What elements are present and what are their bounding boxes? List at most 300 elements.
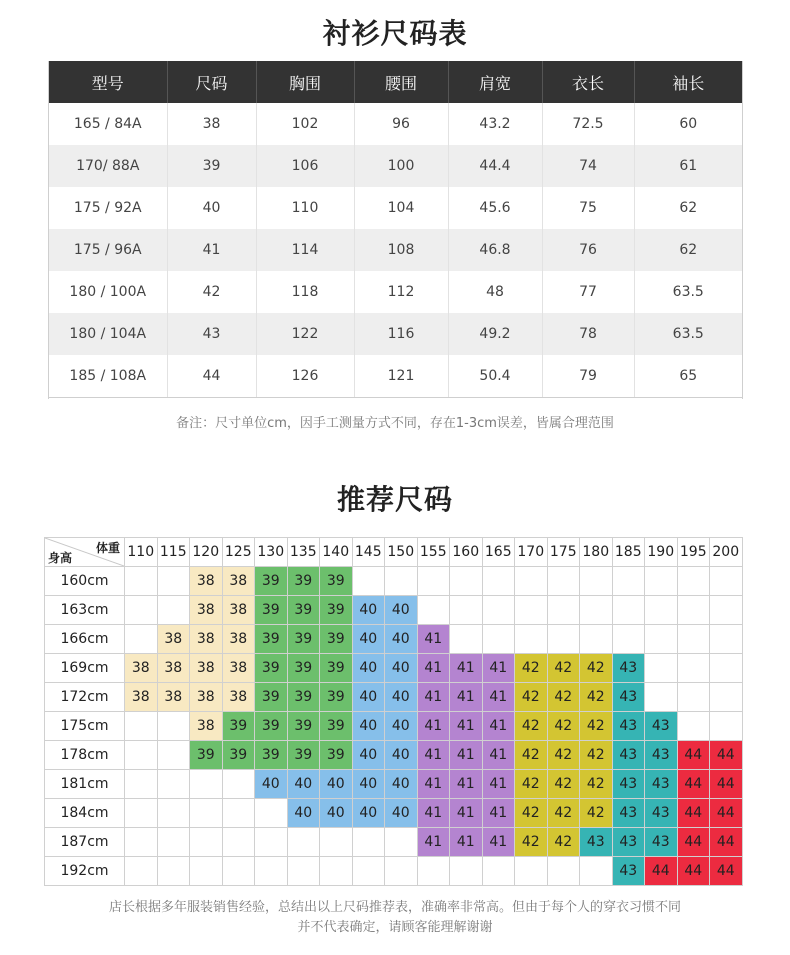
size-recommend-cell: 39 <box>255 567 288 596</box>
size-recommend-cell: 38 <box>157 654 190 683</box>
size-recommend-cell <box>482 596 515 625</box>
size-recommend-cell: 43 <box>612 828 645 857</box>
weight-header-cell: 200 <box>710 538 743 567</box>
size-recommend-cell: 38 <box>190 712 223 741</box>
size-recommend-cell <box>580 857 613 886</box>
size-recommend-cell: 41 <box>417 625 450 654</box>
size-recommend-cell <box>385 857 418 886</box>
size-recommend-cell: 44 <box>677 799 710 828</box>
height-row <box>45 596 743 625</box>
weight-header-cell: 150 <box>385 538 418 567</box>
size-recommend-cell: 42 <box>547 683 580 712</box>
recommend-note-line2: 并不代表确定，请顾客能理解谢谢 <box>297 920 493 935</box>
height-label-cell: 169cm <box>45 654 125 683</box>
size-recommend-cell: 43 <box>612 770 645 799</box>
height-label-cell: 163cm <box>45 596 125 625</box>
size-recommend-cell: 39 <box>287 654 320 683</box>
size-recommend-cell: 41 <box>417 683 450 712</box>
size-recommend-cell: 40 <box>352 625 385 654</box>
size-recommend-cell: 41 <box>450 799 483 828</box>
size-recommend-cell: 40 <box>352 712 385 741</box>
height-row <box>45 567 743 596</box>
weight-header-cell: 165 <box>482 538 515 567</box>
size-table-cell: 79 <box>542 355 634 398</box>
size-recommend-cell <box>515 567 548 596</box>
size-recommend-cell: 39 <box>287 596 320 625</box>
size-recommend-cell: 40 <box>352 799 385 828</box>
size-recommend-cell: 38 <box>222 596 255 625</box>
size-chart-title: 衬衫尺码表 <box>322 17 468 50</box>
height-label-cell: 192cm <box>45 857 125 886</box>
size-table-cell: 62 <box>634 229 742 271</box>
size-table-row <box>49 271 742 313</box>
size-recommend-cell: 41 <box>482 828 515 857</box>
size-recommend-cell: 41 <box>450 712 483 741</box>
size-recommend-cell: 42 <box>547 712 580 741</box>
weight-header-cell: 145 <box>352 538 385 567</box>
size-table-cell: 76 <box>542 229 634 271</box>
height-row <box>45 799 743 828</box>
weight-header-cell: 110 <box>125 538 158 567</box>
size-recommend-cell: 43 <box>612 683 645 712</box>
size-recommend-cell: 40 <box>385 625 418 654</box>
size-table-row <box>49 145 742 187</box>
size-recommend-cell <box>190 770 223 799</box>
size-recommend-cell <box>677 712 710 741</box>
size-recommend-cell: 41 <box>417 712 450 741</box>
size-recommend-cell: 39 <box>190 741 223 770</box>
size-recommend-cell: 41 <box>482 799 515 828</box>
height-label-cell: 166cm <box>45 625 125 654</box>
size-recommend-cell: 39 <box>255 741 288 770</box>
height-row <box>45 654 743 683</box>
size-recommend-cell <box>125 828 158 857</box>
size-table-cell: 65 <box>634 355 742 398</box>
size-recommend-cell <box>125 770 158 799</box>
size-recommend-cell <box>482 857 515 886</box>
size-table-cell: 74 <box>542 145 634 187</box>
size-recommend-cell <box>190 857 223 886</box>
size-header-cell: 袖长 <box>634 61 742 103</box>
size-table-cell: 170/ 88A <box>49 145 167 187</box>
size-recommend-cell: 39 <box>320 625 353 654</box>
size-recommend-cell: 38 <box>190 596 223 625</box>
weight-header-cell: 185 <box>612 538 645 567</box>
size-recommend-cell: 44 <box>710 741 743 770</box>
size-recommend-cell <box>125 567 158 596</box>
weight-header-cell: 135 <box>287 538 320 567</box>
size-recommend-cell: 42 <box>515 654 548 683</box>
size-recommend-cell: 44 <box>677 828 710 857</box>
size-recommend-cell <box>645 654 678 683</box>
height-label-cell: 181cm <box>45 770 125 799</box>
size-recommend-cell: 41 <box>450 770 483 799</box>
size-recommend-cell <box>515 625 548 654</box>
size-table-cell: 39 <box>167 145 256 187</box>
size-recommend-cell <box>125 857 158 886</box>
size-table-cell: 116 <box>354 313 448 355</box>
weight-header-cell: 125 <box>222 538 255 567</box>
size-recommend-cell: 43 <box>580 828 613 857</box>
size-recommend-cell: 41 <box>417 828 450 857</box>
size-recommend-cell <box>125 596 158 625</box>
size-chart-table <box>49 61 742 398</box>
size-recommend-cell <box>547 567 580 596</box>
size-recommend-cell <box>482 567 515 596</box>
size-recommend-cell <box>385 828 418 857</box>
size-recommend-cell: 39 <box>320 567 353 596</box>
size-table-cell: 78 <box>542 313 634 355</box>
size-recommend-cell: 40 <box>352 741 385 770</box>
size-header-cell: 胸围 <box>256 61 354 103</box>
size-recommend-cell: 39 <box>287 683 320 712</box>
size-table-row <box>49 355 742 398</box>
size-recommend-cell: 42 <box>580 770 613 799</box>
size-recommend-cell <box>385 567 418 596</box>
size-recommend-cell: 38 <box>222 625 255 654</box>
size-table-header <box>49 61 742 103</box>
size-recommend-cell: 41 <box>482 683 515 712</box>
size-recommend-cell: 42 <box>547 799 580 828</box>
size-recommend-cell <box>710 567 743 596</box>
size-recommend-cell: 41 <box>450 741 483 770</box>
size-table-cell: 43.2 <box>448 103 542 145</box>
size-recommend-cell: 39 <box>287 625 320 654</box>
size-recommend-cell: 42 <box>515 799 548 828</box>
size-table-cell: 122 <box>256 313 354 355</box>
size-header-cell: 衣长 <box>542 61 634 103</box>
size-table-cell: 114 <box>256 229 354 271</box>
size-recommend-cell: 39 <box>222 741 255 770</box>
height-row <box>45 770 743 799</box>
size-recommend-cell: 38 <box>222 683 255 712</box>
size-recommend-cell <box>352 857 385 886</box>
size-recommend-cell <box>677 683 710 712</box>
size-recommend-cell <box>547 596 580 625</box>
size-recommend-cell: 38 <box>190 654 223 683</box>
size-recommend-cell: 42 <box>580 683 613 712</box>
size-recommend-cell <box>157 741 190 770</box>
size-recommend-cell: 43 <box>645 741 678 770</box>
size-table-cell: 60 <box>634 103 742 145</box>
height-label-cell: 184cm <box>45 799 125 828</box>
size-table-cell: 50.4 <box>448 355 542 398</box>
size-recommend-cell: 40 <box>385 741 418 770</box>
size-recommend-cell <box>450 596 483 625</box>
size-recommend-cell: 41 <box>417 770 450 799</box>
recommend-title: 推荐尺码 <box>336 483 453 516</box>
size-recommend-cell: 40 <box>385 770 418 799</box>
size-recommend-cell: 41 <box>482 770 515 799</box>
size-table-cell: 46.8 <box>448 229 542 271</box>
size-recommend-cell: 40 <box>352 770 385 799</box>
size-recommend-cell: 39 <box>320 596 353 625</box>
size-table-cell: 77 <box>542 271 634 313</box>
size-table-cell: 104 <box>354 187 448 229</box>
size-recommend-cell: 41 <box>417 799 450 828</box>
size-table-cell: 75 <box>542 187 634 229</box>
size-recommend-cell <box>612 625 645 654</box>
size-recommend-cell: 38 <box>157 683 190 712</box>
size-recommend-cell: 39 <box>320 654 353 683</box>
weight-header-cell: 115 <box>157 538 190 567</box>
size-recommend-cell <box>352 567 385 596</box>
size-recommend-cell: 42 <box>515 683 548 712</box>
size-recommend-cell <box>320 828 353 857</box>
size-recommend-cell: 42 <box>515 741 548 770</box>
size-recommend-cell: 44 <box>710 770 743 799</box>
size-recommend-cell: 42 <box>580 799 613 828</box>
size-recommend-cell <box>450 625 483 654</box>
weight-header-cell: 190 <box>645 538 678 567</box>
size-recommend-cell <box>677 654 710 683</box>
size-recommend-cell <box>320 857 353 886</box>
size-recommend-cell: 43 <box>645 799 678 828</box>
size-recommend-cell: 42 <box>547 828 580 857</box>
size-recommend-cell: 39 <box>287 567 320 596</box>
size-recommend-cell: 42 <box>515 712 548 741</box>
size-table-cell: 62 <box>634 187 742 229</box>
size-recommend-cell: 40 <box>287 799 320 828</box>
size-recommend-cell: 43 <box>612 654 645 683</box>
size-recommend-cell <box>645 625 678 654</box>
size-recommend-cell <box>645 596 678 625</box>
size-recommend-cell: 40 <box>352 654 385 683</box>
size-recommend-cell <box>580 596 613 625</box>
size-recommend-cell <box>677 596 710 625</box>
recommend-note-line1: 店长根据多年服装销售经验，总结出以上尺码推荐表，准确率非常高。但由于每个人的穿衣习惯不同 <box>108 900 681 915</box>
size-recommend-cell <box>482 625 515 654</box>
height-label-cell: 178cm <box>45 741 125 770</box>
height-label-cell: 172cm <box>45 683 125 712</box>
size-table-cell: 63.5 <box>634 313 742 355</box>
size-recommend-cell <box>450 567 483 596</box>
size-recommend-cell: 41 <box>450 683 483 712</box>
size-recommend-cell <box>417 567 450 596</box>
size-recommend-cell: 44 <box>710 799 743 828</box>
size-recommend-cell: 43 <box>612 857 645 886</box>
size-recommend-cell: 42 <box>515 770 548 799</box>
size-table-cell: 44.4 <box>448 145 542 187</box>
size-table-row <box>49 103 742 145</box>
size-table-cell: 72.5 <box>542 103 634 145</box>
size-recommend-cell: 40 <box>352 683 385 712</box>
size-recommend-cell: 44 <box>677 857 710 886</box>
size-recommend-cell: 39 <box>255 596 288 625</box>
size-recommend-cell: 39 <box>255 625 288 654</box>
weight-header-row <box>45 538 743 567</box>
size-recommend-cell: 40 <box>385 683 418 712</box>
size-recommend-cell: 41 <box>482 741 515 770</box>
size-table-cell: 102 <box>256 103 354 145</box>
size-recommend-cell: 41 <box>450 654 483 683</box>
size-recommend-cell: 40 <box>320 770 353 799</box>
size-recommend-cell <box>157 770 190 799</box>
height-row <box>45 683 743 712</box>
size-recommend-cell: 38 <box>125 683 158 712</box>
size-recommend-cell <box>157 828 190 857</box>
size-table-cell: 108 <box>354 229 448 271</box>
size-recommend-cell: 42 <box>515 828 548 857</box>
size-recommend-cell: 41 <box>482 654 515 683</box>
size-recommend-cell: 42 <box>580 712 613 741</box>
size-recommend-cell: 39 <box>222 712 255 741</box>
size-recommend-cell: 39 <box>255 654 288 683</box>
size-table-cell: 118 <box>256 271 354 313</box>
size-recommend-cell <box>352 828 385 857</box>
size-recommend-cell <box>580 625 613 654</box>
size-table-cell: 175 / 96A <box>49 229 167 271</box>
recommend-size-grid <box>44 537 743 886</box>
size-recommend-cell <box>222 799 255 828</box>
weight-header-cell: 195 <box>677 538 710 567</box>
weight-axis-label: 体重 <box>95 541 120 555</box>
size-table-cell: 44 <box>167 355 256 398</box>
size-recommend-cell: 38 <box>190 567 223 596</box>
size-table-cell: 180 / 104A <box>49 313 167 355</box>
size-table-cell: 112 <box>354 271 448 313</box>
weight-header-cell: 140 <box>320 538 353 567</box>
size-recommend-cell <box>580 567 613 596</box>
size-recommend-cell: 38 <box>190 625 223 654</box>
size-recommend-cell: 44 <box>645 857 678 886</box>
size-recommend-cell: 39 <box>320 683 353 712</box>
height-row <box>45 625 743 654</box>
size-recommend-cell: 40 <box>385 596 418 625</box>
size-table-cell: 121 <box>354 355 448 398</box>
size-recommend-cell: 43 <box>612 799 645 828</box>
size-recommend-cell <box>710 654 743 683</box>
size-table-cell: 41 <box>167 229 256 271</box>
size-table-cell: 38 <box>167 103 256 145</box>
size-recommend-cell <box>710 596 743 625</box>
size-recommend-cell <box>612 567 645 596</box>
size-recommend-cell <box>255 857 288 886</box>
weight-header-cell: 120 <box>190 538 223 567</box>
size-table-cell: 126 <box>256 355 354 398</box>
size-recommend-cell: 40 <box>385 712 418 741</box>
size-recommend-cell: 41 <box>482 712 515 741</box>
height-row <box>45 741 743 770</box>
size-recommend-cell: 42 <box>547 654 580 683</box>
size-recommend-cell: 43 <box>645 828 678 857</box>
size-table-cell: 175 / 92A <box>73 200 142 216</box>
height-label-cell: 175cm <box>45 712 125 741</box>
size-recommend-cell <box>710 625 743 654</box>
size-recommend-cell: 38 <box>190 683 223 712</box>
size-recommend-cell <box>547 857 580 886</box>
size-recommend-cell: 38 <box>125 654 158 683</box>
size-recommend-cell: 39 <box>287 741 320 770</box>
size-recommend-cell <box>450 857 483 886</box>
size-recommend-cell <box>710 683 743 712</box>
size-recommend-cell: 38 <box>222 654 255 683</box>
size-recommend-cell: 43 <box>645 770 678 799</box>
size-table-cell: 106 <box>256 145 354 187</box>
weight-header-cell: 155 <box>417 538 450 567</box>
size-recommend-cell: 44 <box>710 828 743 857</box>
size-recommend-cell <box>157 596 190 625</box>
size-table-border-right <box>742 61 743 399</box>
size-recommend-cell <box>157 857 190 886</box>
size-recommend-cell <box>287 857 320 886</box>
size-header-cell: 腰围 <box>354 61 448 103</box>
size-recommend-cell: 39 <box>320 712 353 741</box>
size-recommend-cell <box>157 799 190 828</box>
size-recommend-cell <box>125 799 158 828</box>
size-recommend-cell: 40 <box>255 770 288 799</box>
weight-header-cell: 180 <box>580 538 613 567</box>
size-recommend-cell: 44 <box>677 741 710 770</box>
size-table-row <box>49 187 742 229</box>
grid-corner-cell <box>45 538 125 567</box>
size-table-row <box>49 229 742 271</box>
size-recommend-cell <box>417 596 450 625</box>
size-table-cell: 48 <box>448 271 542 313</box>
size-recommend-cell <box>125 741 158 770</box>
height-row <box>45 712 743 741</box>
weight-header-cell: 130 <box>255 538 288 567</box>
size-chart-note: 备注：尺寸单位cm，因手工测量方式不同，存在1-3cm误差，皆属合理范围 <box>176 416 614 431</box>
height-label-cell: 160cm <box>45 567 125 596</box>
size-table-cell: 96 <box>354 103 448 145</box>
size-recommend-cell: 41 <box>417 741 450 770</box>
size-table-cell: 185 / 108A <box>49 355 167 398</box>
size-table-cell: 61 <box>634 145 742 187</box>
size-recommend-cell: 43 <box>612 741 645 770</box>
height-axis-label: 身高 <box>48 551 73 565</box>
size-recommend-cell: 38 <box>157 625 190 654</box>
size-table-cell: 40 <box>167 187 256 229</box>
size-recommend-cell: 42 <box>580 654 613 683</box>
size-header-cell: 尺码 <box>167 61 256 103</box>
size-table-cell: 180 / 100A <box>69 284 147 300</box>
weight-header-cell: 170 <box>515 538 548 567</box>
size-recommend-cell: 43 <box>645 712 678 741</box>
size-table-cell: 43 <box>167 313 256 355</box>
weight-header-cell: 175 <box>547 538 580 567</box>
size-recommend-cell: 42 <box>580 741 613 770</box>
size-recommend-cell <box>255 828 288 857</box>
size-recommend-cell <box>515 857 548 886</box>
size-table-cell: 42 <box>167 271 256 313</box>
size-recommend-cell: 40 <box>287 770 320 799</box>
size-recommend-cell: 40 <box>385 799 418 828</box>
size-recommend-cell <box>287 828 320 857</box>
height-row <box>45 857 743 886</box>
size-recommend-cell: 41 <box>450 828 483 857</box>
size-recommend-cell: 40 <box>352 596 385 625</box>
size-recommend-cell <box>612 596 645 625</box>
size-table-cell: 165 / 84A <box>73 116 142 132</box>
size-recommend-cell: 40 <box>320 799 353 828</box>
size-recommend-cell <box>190 799 223 828</box>
size-table-cell: 63.5 <box>634 271 742 313</box>
size-recommend-cell <box>190 828 223 857</box>
size-recommend-cell <box>255 799 288 828</box>
size-recommend-cell: 41 <box>417 654 450 683</box>
size-recommend-cell: 39 <box>255 683 288 712</box>
size-header-cell: 肩宽 <box>448 61 542 103</box>
size-table-cell: 49.2 <box>448 313 542 355</box>
size-recommend-cell <box>677 625 710 654</box>
size-recommend-cell: 44 <box>677 770 710 799</box>
size-table-row <box>49 313 742 355</box>
size-recommend-cell: 44 <box>710 857 743 886</box>
size-recommend-cell: 38 <box>222 567 255 596</box>
size-recommend-cell: 39 <box>287 712 320 741</box>
size-recommend-cell <box>645 683 678 712</box>
